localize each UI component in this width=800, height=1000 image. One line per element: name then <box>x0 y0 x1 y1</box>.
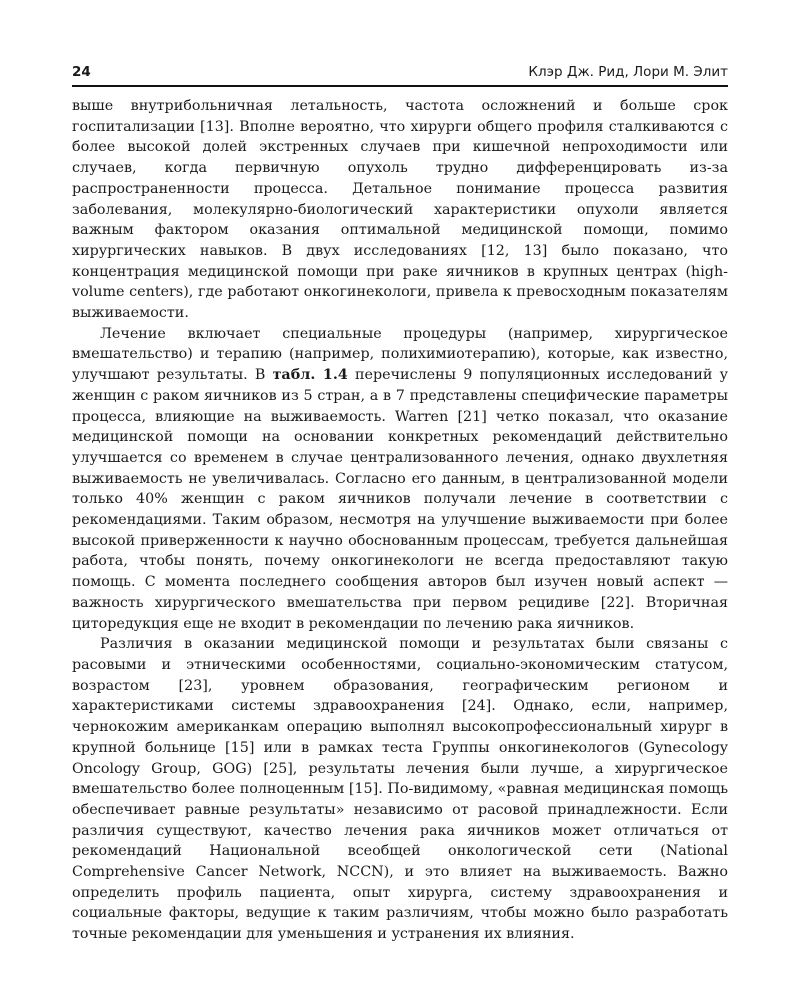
table-reference: табл. 1.4 <box>272 367 348 384</box>
page-header <box>72 62 728 82</box>
paragraph-continuation: выше внутрибольничная летальность, частота осложнений и больше срок госпитализации [13]. Вполне вероятно, что хирурги общего профиля сталкиваются с более высокой долей экстренных случаев при кишечной непроходимости или случаев, когда первичную опухоль трудно дифференцировать из-за распространенности процесса. Детальное понимание процесса развития заболевания, молекулярно-биологический характеристики опухоли является важным фактором оказания оптимальной медицинской помощи, помимо хирургических навыков. В двух исследованиях [12, 13] было показано, что концентрация медицинской помощи при раке яичников в крупных центрах (high-volume centers), где работают онкогинекологи, привела к превосходным показателям выживаемости. <box>72 98 728 322</box>
page-number: 24 <box>72 64 91 80</box>
paragraph-text: Лечение включает специальные процедуры (например, хирургическое вмешательство) и терапию (например, полихимиотерапию), которые, как известно, улучшают результаты. В <box>72 325 728 384</box>
header-rule <box>72 85 728 87</box>
body-text <box>72 96 728 945</box>
paragraph-disparities: Различия в оказании медицинской помощи и результатах были связаны с расовыми и этническими особенностями, социально-экономическим статусом, возрастом [23], уровнем образования, географическим регионом и характеристиками системы здравоохранения [24]. Однако, если, например, чернокожим американкам операцию выполнял высокопрофессиональный хирург в крупной больнице [15] или в рамках теста Группы онкогинекологов (Gynecology Oncology Group, GOG) [25], результаты лечения были лучше, а хирургическое вмешательство более полноценным [15]. По-видимому, «равная медицинская помощь обеспечивает равные результаты» независимо от расовой принадлежности. Если различия существуют, качество лечения рака яичников может отличаться от рекомендаций Национальной всеобщей онкологической сети (National Comprehensive Cancer Network, NCCN), и это влияет на выживаемость. Важно определить профиль пациента, опыт хирурга, систему здравоохранения и социальные факторы, ведущие к таким различиям, чтобы можно было разработать точные рекомендации для уменьшения и устранения их влияния. <box>72 636 728 943</box>
running-head-authors: Клэр Дж. Рид, Лори М. Элит <box>528 64 728 80</box>
paragraph-text: перечислены 9 популяционных исследований у женщин с раком яичников из 5 стран, а в 7 представлены специфические параметры процесса, влияющие на выживаемость. Warren [21] четко показал, что оказание медицинской помощи на основании конкретных рекомендаций действительно улучшается со временем в случае централизованного лечения, однако двухлетняя выживаемость не увеличивалась. Согласно его данным, в централизованной модели только 40% женщин с раком яичников получали лечение в соответствии с рекомендациями. Таким образом, несмотря на улучшение выживаемости при более высокой приверженности к научно обоснованным процессам, требуется дальнейшая работа, чтобы понять, почему онкогинекологи не всегда предоставляют такую помощь. С момента последнего сообщения авторов был изучен новый аспект — важность хирургического вмешательства при первом рецидиве [22]. Вторичная циторедукция еще не входит в рекомендации по лечению рака яичников. <box>72 367 728 632</box>
paragraph-treatment <box>72 324 728 635</box>
